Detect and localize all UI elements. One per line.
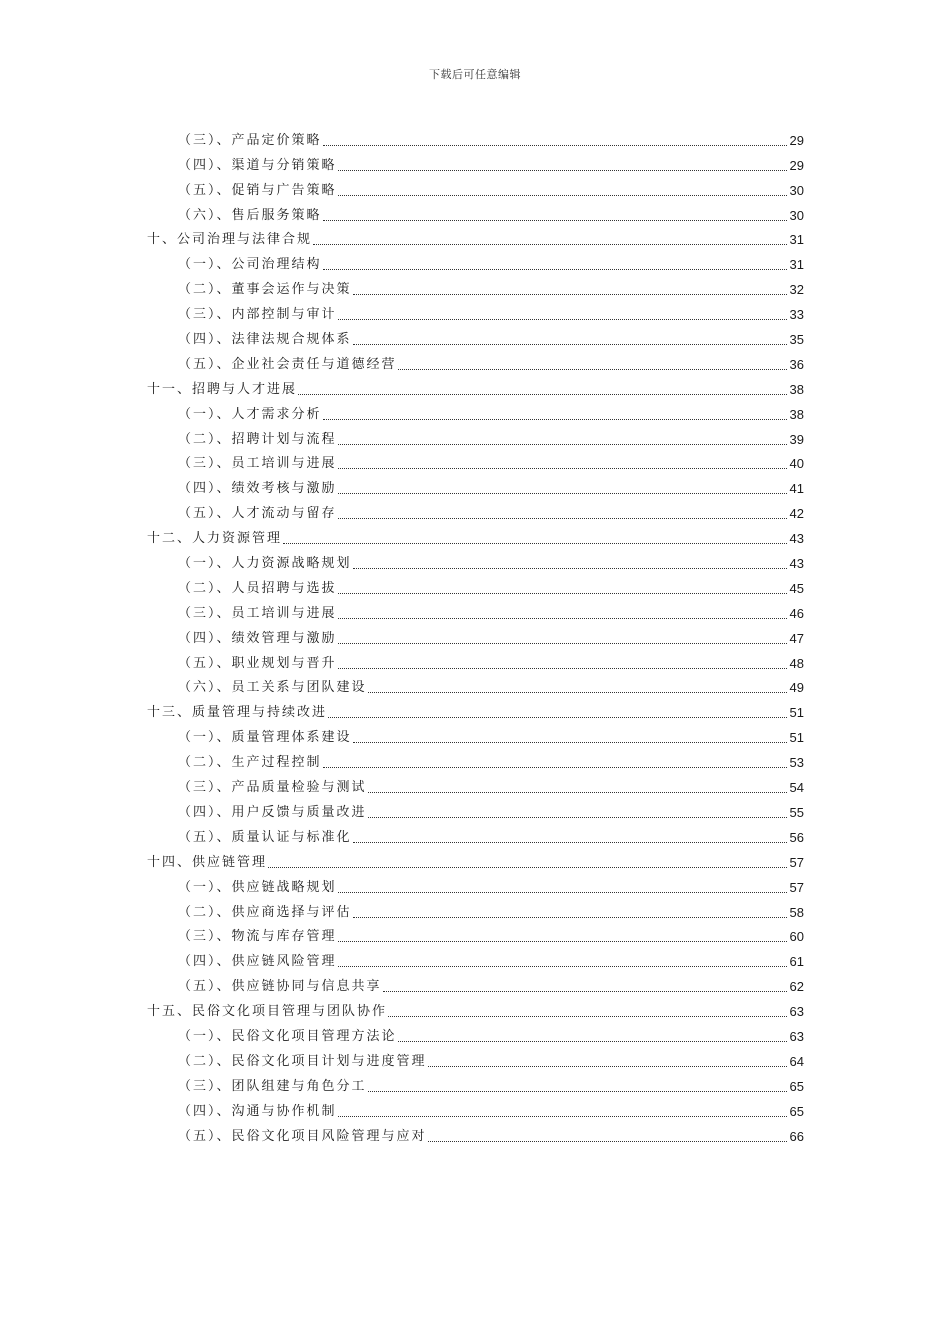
toc-dot-leader: [338, 593, 787, 594]
toc-section-entry[interactable]: [0, 547, 950, 572]
toc-section-entry[interactable]: [0, 323, 950, 348]
toc-entry-title: （二）、民俗文化项目计划与进度管理: [178, 1053, 427, 1069]
toc-section-entry[interactable]: [0, 746, 950, 771]
toc-dot-leader: [338, 643, 787, 644]
toc-dot-leader: [353, 568, 787, 569]
toc-entry-title: （二）、招聘计划与流程: [178, 431, 337, 447]
toc-dot-leader: [428, 1066, 787, 1067]
toc-entry-title: （一）、公司治理结构: [178, 257, 322, 273]
toc-section-entry[interactable]: [0, 448, 950, 473]
toc-entry-title: （一）、人力资源战略规划: [178, 556, 352, 572]
toc-entry-title: （五）、企业社会责任与道德经营: [178, 356, 397, 372]
toc-page-number: 60: [789, 929, 804, 945]
toc-entry-title: （三）、团队组建与角色分工: [178, 1078, 367, 1094]
toc-dot-leader: [323, 220, 787, 221]
toc-section-entry[interactable]: [0, 622, 950, 647]
toc-page-number: 61: [789, 954, 804, 970]
toc-entry-title: （四）、绩效管理与激励: [178, 630, 337, 646]
toc-dot-leader: [353, 842, 787, 843]
toc-entry-title: 十三、质量管理与持续改进: [147, 705, 328, 721]
toc-entry-title: （一）、人才需求分析: [178, 406, 322, 422]
toc-entry-title: （五）、促销与广告策略: [178, 182, 337, 198]
toc-page-number: 57: [789, 854, 804, 870]
toc-dot-leader: [398, 369, 787, 370]
toc-dot-leader: [353, 742, 787, 743]
toc-page-number: 51: [789, 730, 804, 746]
toc-entry-title: （五）、人才流动与留存: [178, 506, 337, 522]
toc-section-entry[interactable]: [0, 896, 950, 921]
toc-entry-title: 十二、人力资源管理: [147, 531, 283, 547]
toc-entry-title: 十四、供应链管理: [147, 854, 268, 870]
toc-entry-title: （四）、用户反馈与质量改进: [178, 804, 367, 820]
toc-page-number: 38: [789, 381, 804, 397]
toc-dot-leader: [338, 966, 787, 967]
toc-entry-title: （三）、产品定价策略: [178, 132, 322, 148]
toc-section-entry[interactable]: [0, 647, 950, 672]
toc-section-entry[interactable]: [0, 298, 950, 323]
toc-page-number: 30: [789, 207, 804, 223]
toc-page-number: 35: [789, 332, 804, 348]
toc-page-number: 29: [789, 132, 804, 148]
toc-page-number: 29: [789, 157, 804, 173]
toc-page-number: 65: [789, 1078, 804, 1094]
toc-chapter-entry[interactable]: [0, 696, 950, 721]
toc-dot-leader: [313, 244, 787, 245]
toc-section-entry[interactable]: [0, 398, 950, 423]
toc-entry-title: （四）、沟通与协作机制: [178, 1103, 337, 1119]
toc-page-number: 42: [789, 506, 804, 522]
toc-dot-leader: [323, 419, 787, 420]
toc-section-entry[interactable]: [0, 572, 950, 597]
toc-entry-title: （一）、供应链战略规划: [178, 879, 337, 895]
toc-section-entry[interactable]: [0, 1120, 950, 1145]
toc-entry-title: （四）、法律法规合规体系: [178, 332, 352, 348]
toc-entry-title: （六）、售后服务策略: [178, 207, 322, 223]
toc-dot-leader: [298, 394, 787, 395]
toc-page-number: 39: [789, 431, 804, 447]
toc-section-entry[interactable]: [0, 945, 950, 970]
toc-entry-title: （三）、物流与库存管理: [178, 929, 337, 945]
toc-entry-title: （五）、职业规划与晋升: [178, 655, 337, 671]
toc-page-number: 46: [789, 605, 804, 621]
toc-entry-title: （二）、生产过程控制: [178, 755, 322, 771]
toc-dot-leader: [338, 941, 787, 942]
toc-page-number: 57: [789, 879, 804, 895]
toc-dot-leader: [338, 195, 787, 196]
toc-dot-leader: [353, 917, 787, 918]
toc-dot-leader: [338, 493, 787, 494]
toc-page-number: 55: [789, 804, 804, 820]
toc-entry-title: 十五、民俗文化项目管理与团队协作: [147, 1004, 388, 1020]
toc-chapter-entry[interactable]: [0, 995, 950, 1020]
toc-dot-leader: [323, 145, 787, 146]
toc-page-number: 45: [789, 580, 804, 596]
toc-section-entry[interactable]: [0, 248, 950, 273]
toc-page-number: 51: [789, 705, 804, 721]
toc-dot-leader: [383, 991, 787, 992]
toc-dot-leader: [368, 1091, 787, 1092]
toc-page-number: 36: [789, 356, 804, 372]
toc-section-entry[interactable]: [0, 1070, 950, 1095]
toc-dot-leader: [338, 518, 787, 519]
toc-section-entry[interactable]: [0, 472, 950, 497]
toc-page-number: 48: [789, 655, 804, 671]
toc-page-number: 43: [789, 531, 804, 547]
toc-entry-title: （三）、内部控制与审计: [178, 307, 337, 323]
toc-page-number: 49: [789, 680, 804, 696]
toc-entry-title: （二）、董事会运作与决策: [178, 282, 352, 298]
toc-entry-title: （六）、员工关系与团队建设: [178, 680, 367, 696]
toc-entry-title: （一）、质量管理体系建设: [178, 730, 352, 746]
toc-section-entry[interactable]: [0, 1045, 950, 1070]
toc-page-number: 38: [789, 406, 804, 422]
toc-dot-leader: [388, 1016, 787, 1017]
toc-dot-leader: [338, 170, 787, 171]
toc-dot-leader: [338, 1116, 787, 1117]
toc-page-number: 62: [789, 979, 804, 995]
toc-section-entry[interactable]: [0, 970, 950, 995]
toc-entry-title: （四）、渠道与分销策略: [178, 157, 337, 173]
toc-entry-title: （三）、员工培训与进展: [178, 456, 337, 472]
toc-page-number: 43: [789, 556, 804, 572]
toc-section-entry[interactable]: [0, 124, 950, 149]
toc-dot-leader: [338, 444, 787, 445]
toc-dot-leader: [368, 692, 787, 693]
toc-section-entry[interactable]: [0, 273, 950, 298]
page-header: 下载后可任意编辑: [429, 68, 521, 81]
toc-dot-leader: [268, 867, 787, 868]
toc-chapter-entry[interactable]: [0, 373, 950, 398]
toc-section-entry[interactable]: [0, 423, 950, 448]
toc-entry-title: （三）、产品质量检验与测试: [178, 780, 367, 796]
toc-section-entry[interactable]: [0, 597, 950, 622]
toc-dot-leader: [353, 344, 787, 345]
toc-section-entry[interactable]: [0, 771, 950, 796]
toc-entry-title: （四）、供应链风险管理: [178, 954, 337, 970]
toc-page-number: 63: [789, 1004, 804, 1020]
toc-chapter-entry[interactable]: [0, 224, 950, 249]
toc-section-entry[interactable]: [0, 1095, 950, 1120]
toc-dot-leader: [338, 618, 787, 619]
toc-dot-leader: [338, 668, 787, 669]
toc-entry-title: （五）、质量认证与标准化: [178, 829, 352, 845]
toc-section-entry[interactable]: [0, 871, 950, 896]
toc-section-entry[interactable]: [0, 921, 950, 946]
toc-page-number: 64: [789, 1053, 804, 1069]
toc-page-number: 40: [789, 456, 804, 472]
toc-entry-title: 十、公司治理与法律合规: [147, 232, 313, 248]
toc-chapter-entry[interactable]: [0, 846, 950, 871]
toc-dot-leader: [323, 767, 787, 768]
toc-page-number: 66: [789, 1128, 804, 1144]
toc-section-entry[interactable]: [0, 796, 950, 821]
toc-dot-leader: [338, 319, 787, 320]
toc-page-number: 33: [789, 307, 804, 323]
toc-section-entry[interactable]: [0, 497, 950, 522]
toc-page-number: 31: [789, 232, 804, 248]
toc-page-number: 32: [789, 282, 804, 298]
toc-dot-leader: [353, 294, 787, 295]
toc-entry-title: （五）、民俗文化项目风险管理与应对: [178, 1128, 427, 1144]
toc-page-number: 58: [789, 904, 804, 920]
toc-page-number: 30: [789, 182, 804, 198]
toc-section-entry[interactable]: [0, 348, 950, 373]
toc-dot-leader: [338, 468, 787, 469]
toc-chapter-entry[interactable]: [0, 522, 950, 547]
toc-entry-title: （二）、人员招聘与选拔: [178, 580, 337, 596]
table-of-contents: [0, 124, 950, 1145]
toc-section-entry[interactable]: [0, 174, 950, 199]
toc-entry-title: （五）、供应链协同与信息共享: [178, 979, 382, 995]
toc-entry-title: （一）、民俗文化项目管理方法论: [178, 1028, 397, 1044]
toc-section-entry[interactable]: [0, 721, 950, 746]
toc-page-number: 41: [789, 481, 804, 497]
toc-section-entry[interactable]: [0, 1020, 950, 1045]
toc-entry-title: 十一、招聘与人才进展: [147, 381, 298, 397]
toc-page-number: 47: [789, 630, 804, 646]
toc-section-entry[interactable]: [0, 672, 950, 697]
toc-page-number: 53: [789, 755, 804, 771]
toc-page-number: 65: [789, 1103, 804, 1119]
toc-dot-leader: [283, 543, 787, 544]
toc-entry-title: （四）、绩效考核与激励: [178, 481, 337, 497]
toc-section-entry[interactable]: [0, 199, 950, 224]
toc-dot-leader: [323, 269, 787, 270]
toc-page-number: 54: [789, 780, 804, 796]
toc-dot-leader: [328, 717, 787, 718]
toc-dot-leader: [338, 892, 787, 893]
toc-dot-leader: [428, 1141, 787, 1142]
toc-entry-title: （二）、供应商选择与评估: [178, 904, 352, 920]
toc-page-number: 31: [789, 257, 804, 273]
toc-page-number: 63: [789, 1028, 804, 1044]
toc-dot-leader: [368, 792, 787, 793]
toc-entry-title: （三）、员工培训与进展: [178, 605, 337, 621]
toc-dot-leader: [398, 1041, 787, 1042]
toc-dot-leader: [368, 817, 787, 818]
toc-page-number: 56: [789, 829, 804, 845]
toc-section-entry[interactable]: [0, 821, 950, 846]
toc-section-entry[interactable]: [0, 149, 950, 174]
